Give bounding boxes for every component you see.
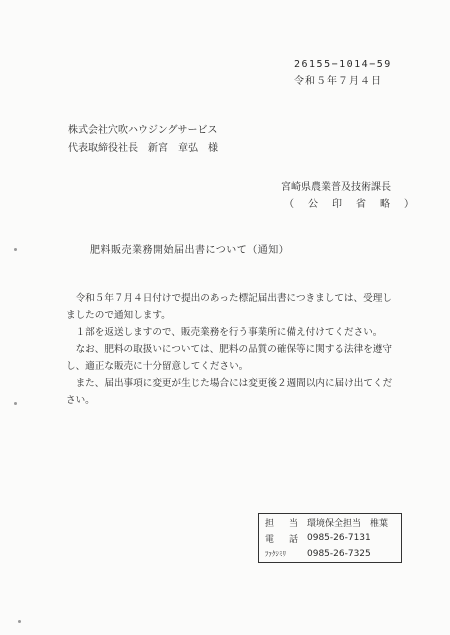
contact-value: 0985-26-7131 [307, 533, 371, 543]
contact-box [258, 513, 402, 563]
seal-omitted-note: （ 公 印 省 略 ） [284, 199, 416, 210]
scan-speck [14, 248, 17, 251]
scan-speck [14, 402, 17, 405]
document-title: 肥料販売業務開始届出書について（通知） [90, 245, 290, 256]
document-date: 令和５年７月４日 [294, 76, 382, 87]
contact-label: 担 当 [265, 518, 302, 529]
contact-row-fax [259, 546, 401, 562]
scan-speck [18, 620, 21, 623]
body-paragraph: 令和５年７月４日付けで提出のあった標記届出書につきましては、受理しましたので通知します。 [66, 293, 392, 321]
contact-value: 0985-26-7325 [307, 549, 371, 559]
document-body [66, 290, 396, 409]
recipient-representative: 代表取締役社長 新宮 章弘 様 [68, 143, 218, 154]
contact-row-phone [259, 530, 401, 546]
body-paragraph: また、届出事項に変更が生じた場合には変更後２週間以内に届け出てください。 [66, 378, 393, 406]
document-number: 26155−1014−59 [294, 59, 392, 70]
contact-row-staff [259, 514, 401, 530]
contact-value: 環境保全担当 椎葉 [307, 518, 389, 529]
body-paragraph: １部を返送しますので、販売業務を行う事業所に備え付けてください。 [75, 327, 383, 338]
recipient-company: 株式会社穴吹ハウジングサービス [68, 125, 218, 136]
body-paragraph: なお、肥料の取扱いについては、肥料の品質の確保等に関する法律を遵守し、適正な販売に十分留意してください。 [66, 344, 392, 372]
contact-label: ﾌｧｸｼﾐﾘ [265, 550, 286, 558]
contact-label: 電 話 [265, 534, 302, 545]
sender-office: 宮崎県農業普及技術課長 [281, 182, 391, 193]
